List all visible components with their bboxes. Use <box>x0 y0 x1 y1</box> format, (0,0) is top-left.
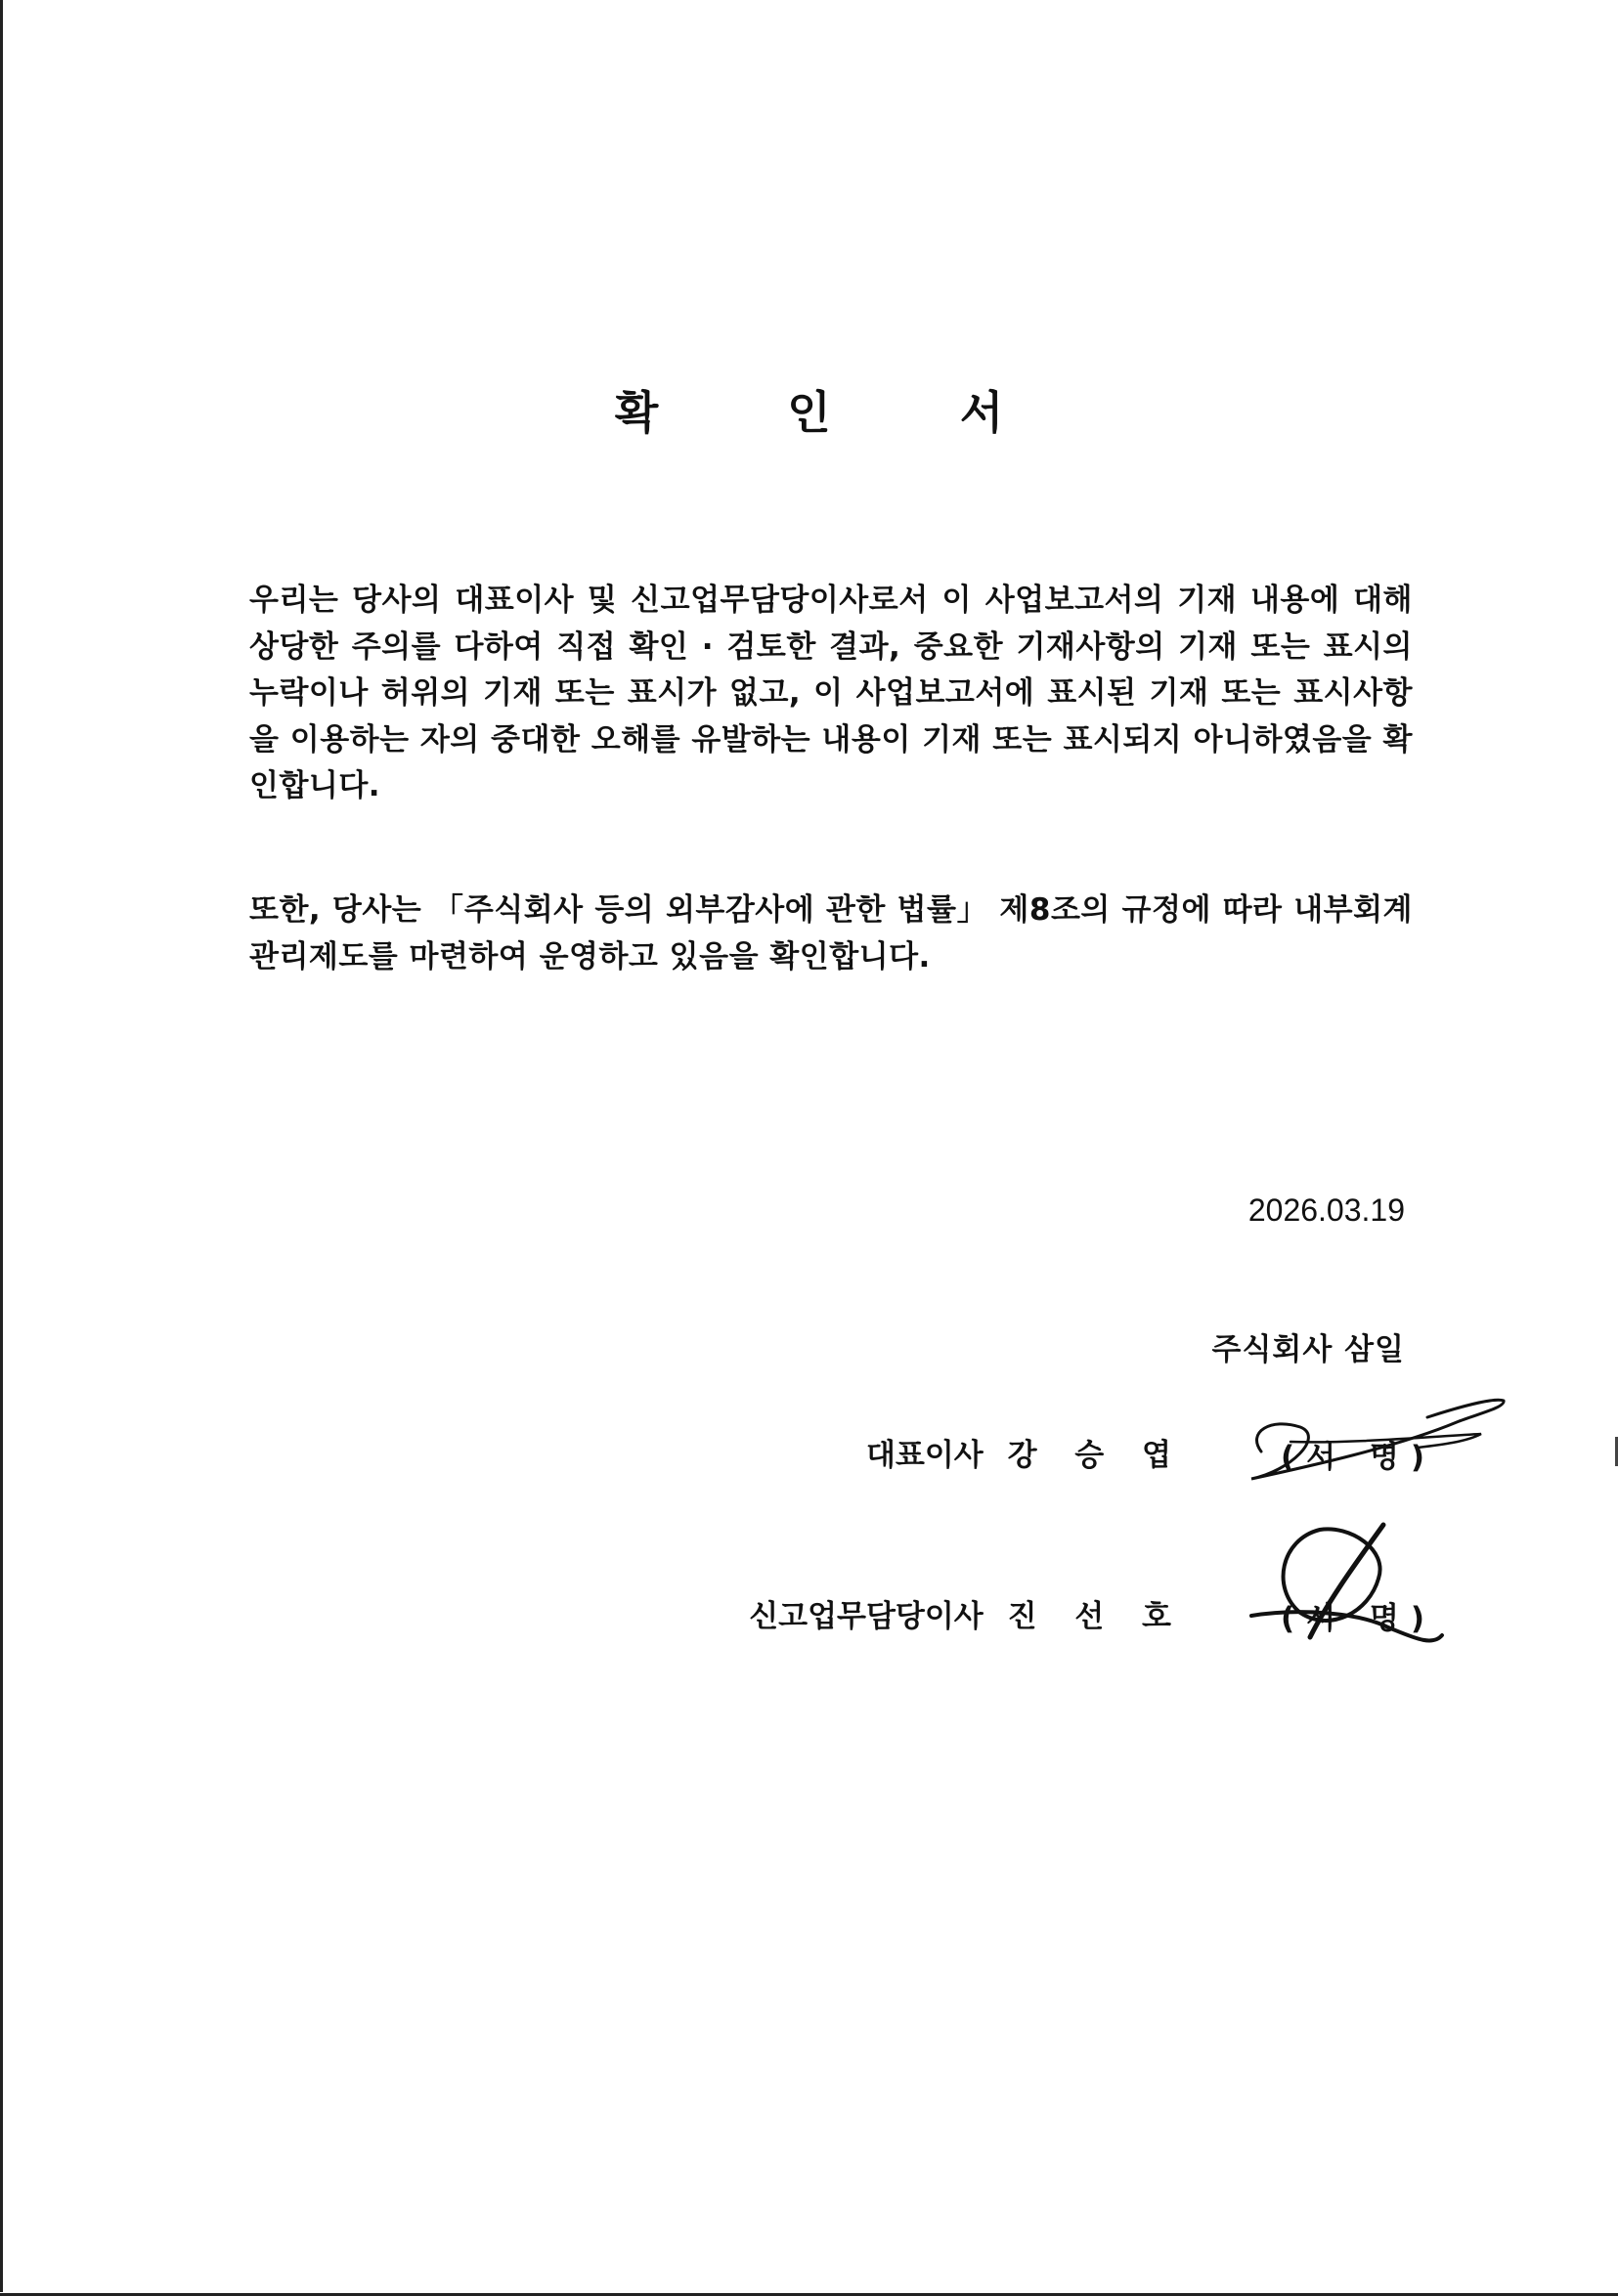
handwritten-signature-ceo <box>1232 1383 1525 1500</box>
handwritten-signature-officer <box>1232 1520 1486 1667</box>
scan-edge-left <box>0 0 3 2292</box>
signature-label: (서 명) <box>1281 1440 1437 1475</box>
signer-role: 대표이사 <box>865 1438 984 1473</box>
internal-control-paragraph: 또한, 당사는 「주식회사 등의 외부감사에 관한 법률」 제8조의 규정에 따라 내부회계관리제도를 마련하여 운영하고 있음을 확인합니다. <box>249 892 1413 975</box>
signer-ceo <box>866 1430 1185 1474</box>
signer-name: 진 선 호 <box>1007 1599 1185 1634</box>
confirmation-paragraph: 우리는 당사의 대표이사 및 신고업무담당이사로서 이 사업보고서의 기재 내용에 대해 상당한 주의를 다하여 직접 확인 · 검토한 결과, 중요한 기재사항의 기재 또는 표시의 누락이나 허위의 기재 또는 표시가 없고, 이 사업보고서에 표시된 기재 또는 표시사항을 이용하는 자의 중대한 오해를 유발하는 내용이 기재 또는 표시되지 아니하였음을 확인합니다. <box>249 583 1413 803</box>
signature-label: (서 명) <box>1281 1601 1437 1636</box>
document-date: 2026.03.19 <box>1247 1192 1405 1228</box>
signer-name: 강 승 엽 <box>1007 1438 1185 1473</box>
document-title: 확 인 서 <box>614 386 1061 439</box>
signer-role: 신고업무담당이사 <box>749 1599 984 1634</box>
signer-disclosure-officer <box>749 1591 1185 1635</box>
company-name: 주식회사 삼일 <box>1211 1332 1405 1367</box>
